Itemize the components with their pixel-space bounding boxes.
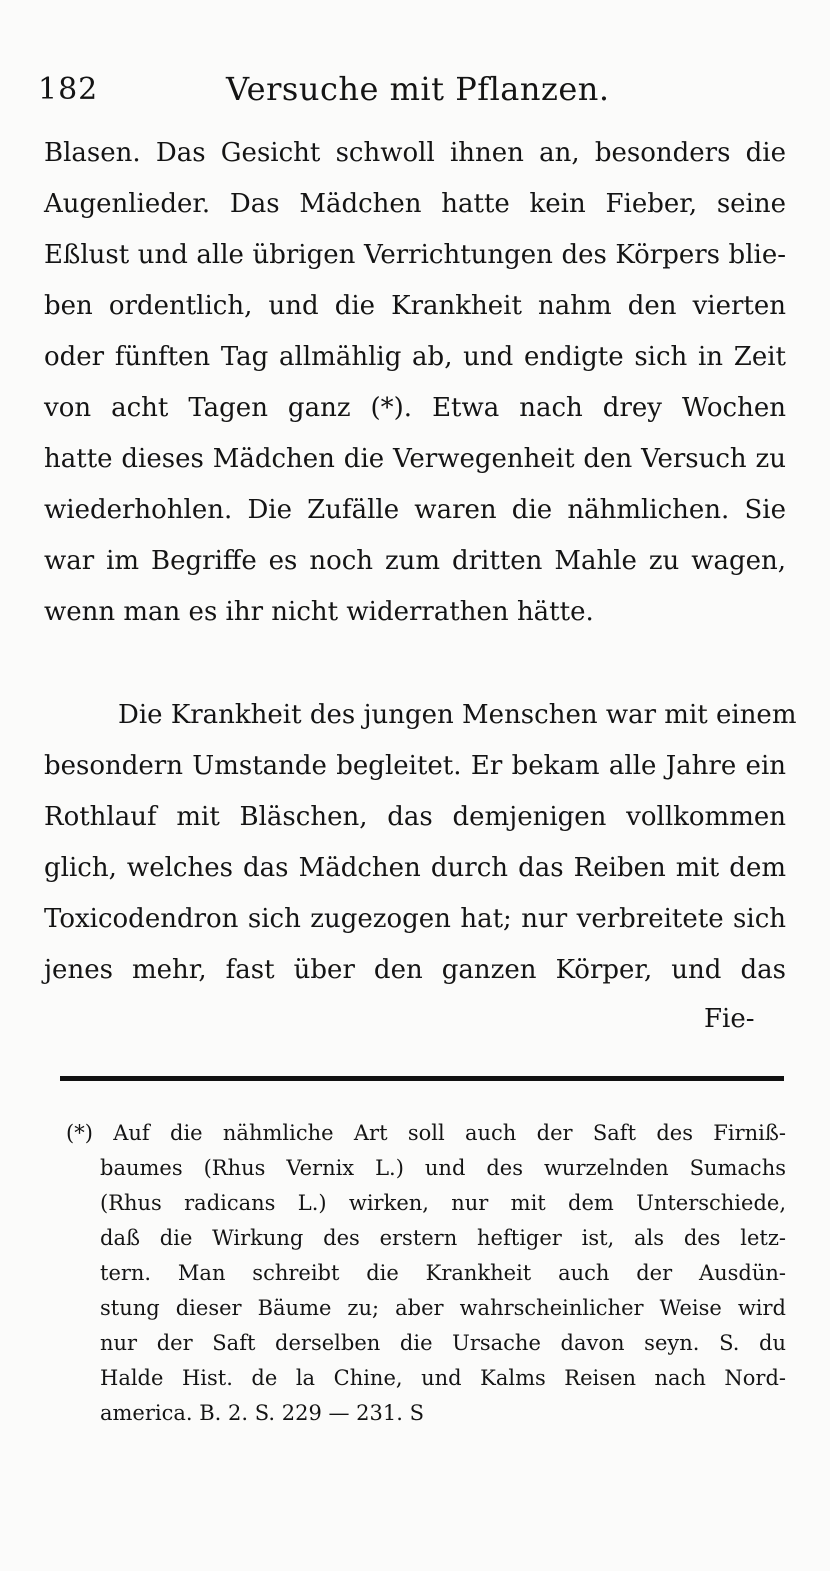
footnote-line: daß die Wirkung des erstern heftiger ist, als des letz-: [100, 1226, 786, 1250]
text-line: Toxicodendron sich zugezogen hat; nur verbreitete sich: [44, 904, 786, 934]
footnote: [66, 1116, 786, 1431]
text-line: Blasen. Das Gesicht schwoll ihnen an, besonders die: [44, 138, 786, 168]
footnote-line: (Rhus radicans L.) wirken, nur mit dem Unterschiede,: [100, 1191, 786, 1215]
text-line: ben ordentlich, und die Krankheit nahm den vierten: [44, 291, 786, 321]
paragraph-1: [44, 128, 786, 638]
text-line: jenes mehr, fast über den ganzen Körper, und das: [44, 955, 786, 985]
text-line: hatte dieses Mädchen die Verwegenheit den Versuch zu: [44, 444, 786, 474]
text-line: Rothlauf mit Bläschen, das demjenigen vollkommen: [44, 802, 786, 832]
paragraph-2: [44, 690, 797, 996]
text-line: von acht Tagen ganz (*). Etwa nach drey Wochen: [44, 393, 786, 423]
text-line: oder fünften Tag allmählig ab, und endigte sich in Zeit: [44, 342, 786, 372]
footnote-line: stung dieser Bäume zu; aber wahrscheinlicher Weise wird: [100, 1296, 786, 1320]
footnote-line: (*) Auf die nähmliche Art soll auch der Saft des Firniß-: [66, 1121, 786, 1145]
footnote-line: baumes (Rhus Vernix L.) und des wurzelnden Sumachs: [100, 1156, 786, 1180]
text-line: wiederhohlen. Die Zufälle waren die nähmlichen. Sie: [44, 495, 786, 525]
text-line: glich, welches das Mädchen durch das Reiben mit dem: [44, 853, 786, 883]
page-header: [38, 66, 798, 110]
text-line: Die Krankheit des jungen Menschen war mit einem: [118, 700, 797, 730]
footnote-line: nur der Saft derselben die Ursache davon seyn. S. du: [100, 1331, 786, 1355]
text-line: Augenlieder. Das Mädchen hatte kein Fieber, seine: [44, 189, 786, 219]
text-line: war im Begriffe es noch zum dritten Mahle zu wagen,: [44, 546, 786, 576]
text-line: wenn man es ihr nicht widerrathen hätte.: [44, 597, 594, 627]
running-title: Versuche mit Pflanzen.: [226, 70, 610, 108]
page-number: 182: [38, 72, 99, 107]
footnote-line: Halde Hist. de la Chine, und Kalms Reisen nach Nord-: [100, 1366, 786, 1390]
footnote-line: tern. Man schreibt die Krankheit auch der Ausdün-: [100, 1261, 786, 1285]
footnote-rule: [60, 1076, 784, 1081]
text-line: Eßlust und alle übrigen Verrichtungen des Körpers blie-: [44, 240, 786, 270]
catchword: Fie-: [704, 1004, 755, 1034]
footnote-line: america. B. 2. S. 229 — 231. S: [100, 1401, 424, 1425]
text-line: besondern Umstande begleitet. Er bekam alle Jahre ein: [44, 751, 786, 781]
